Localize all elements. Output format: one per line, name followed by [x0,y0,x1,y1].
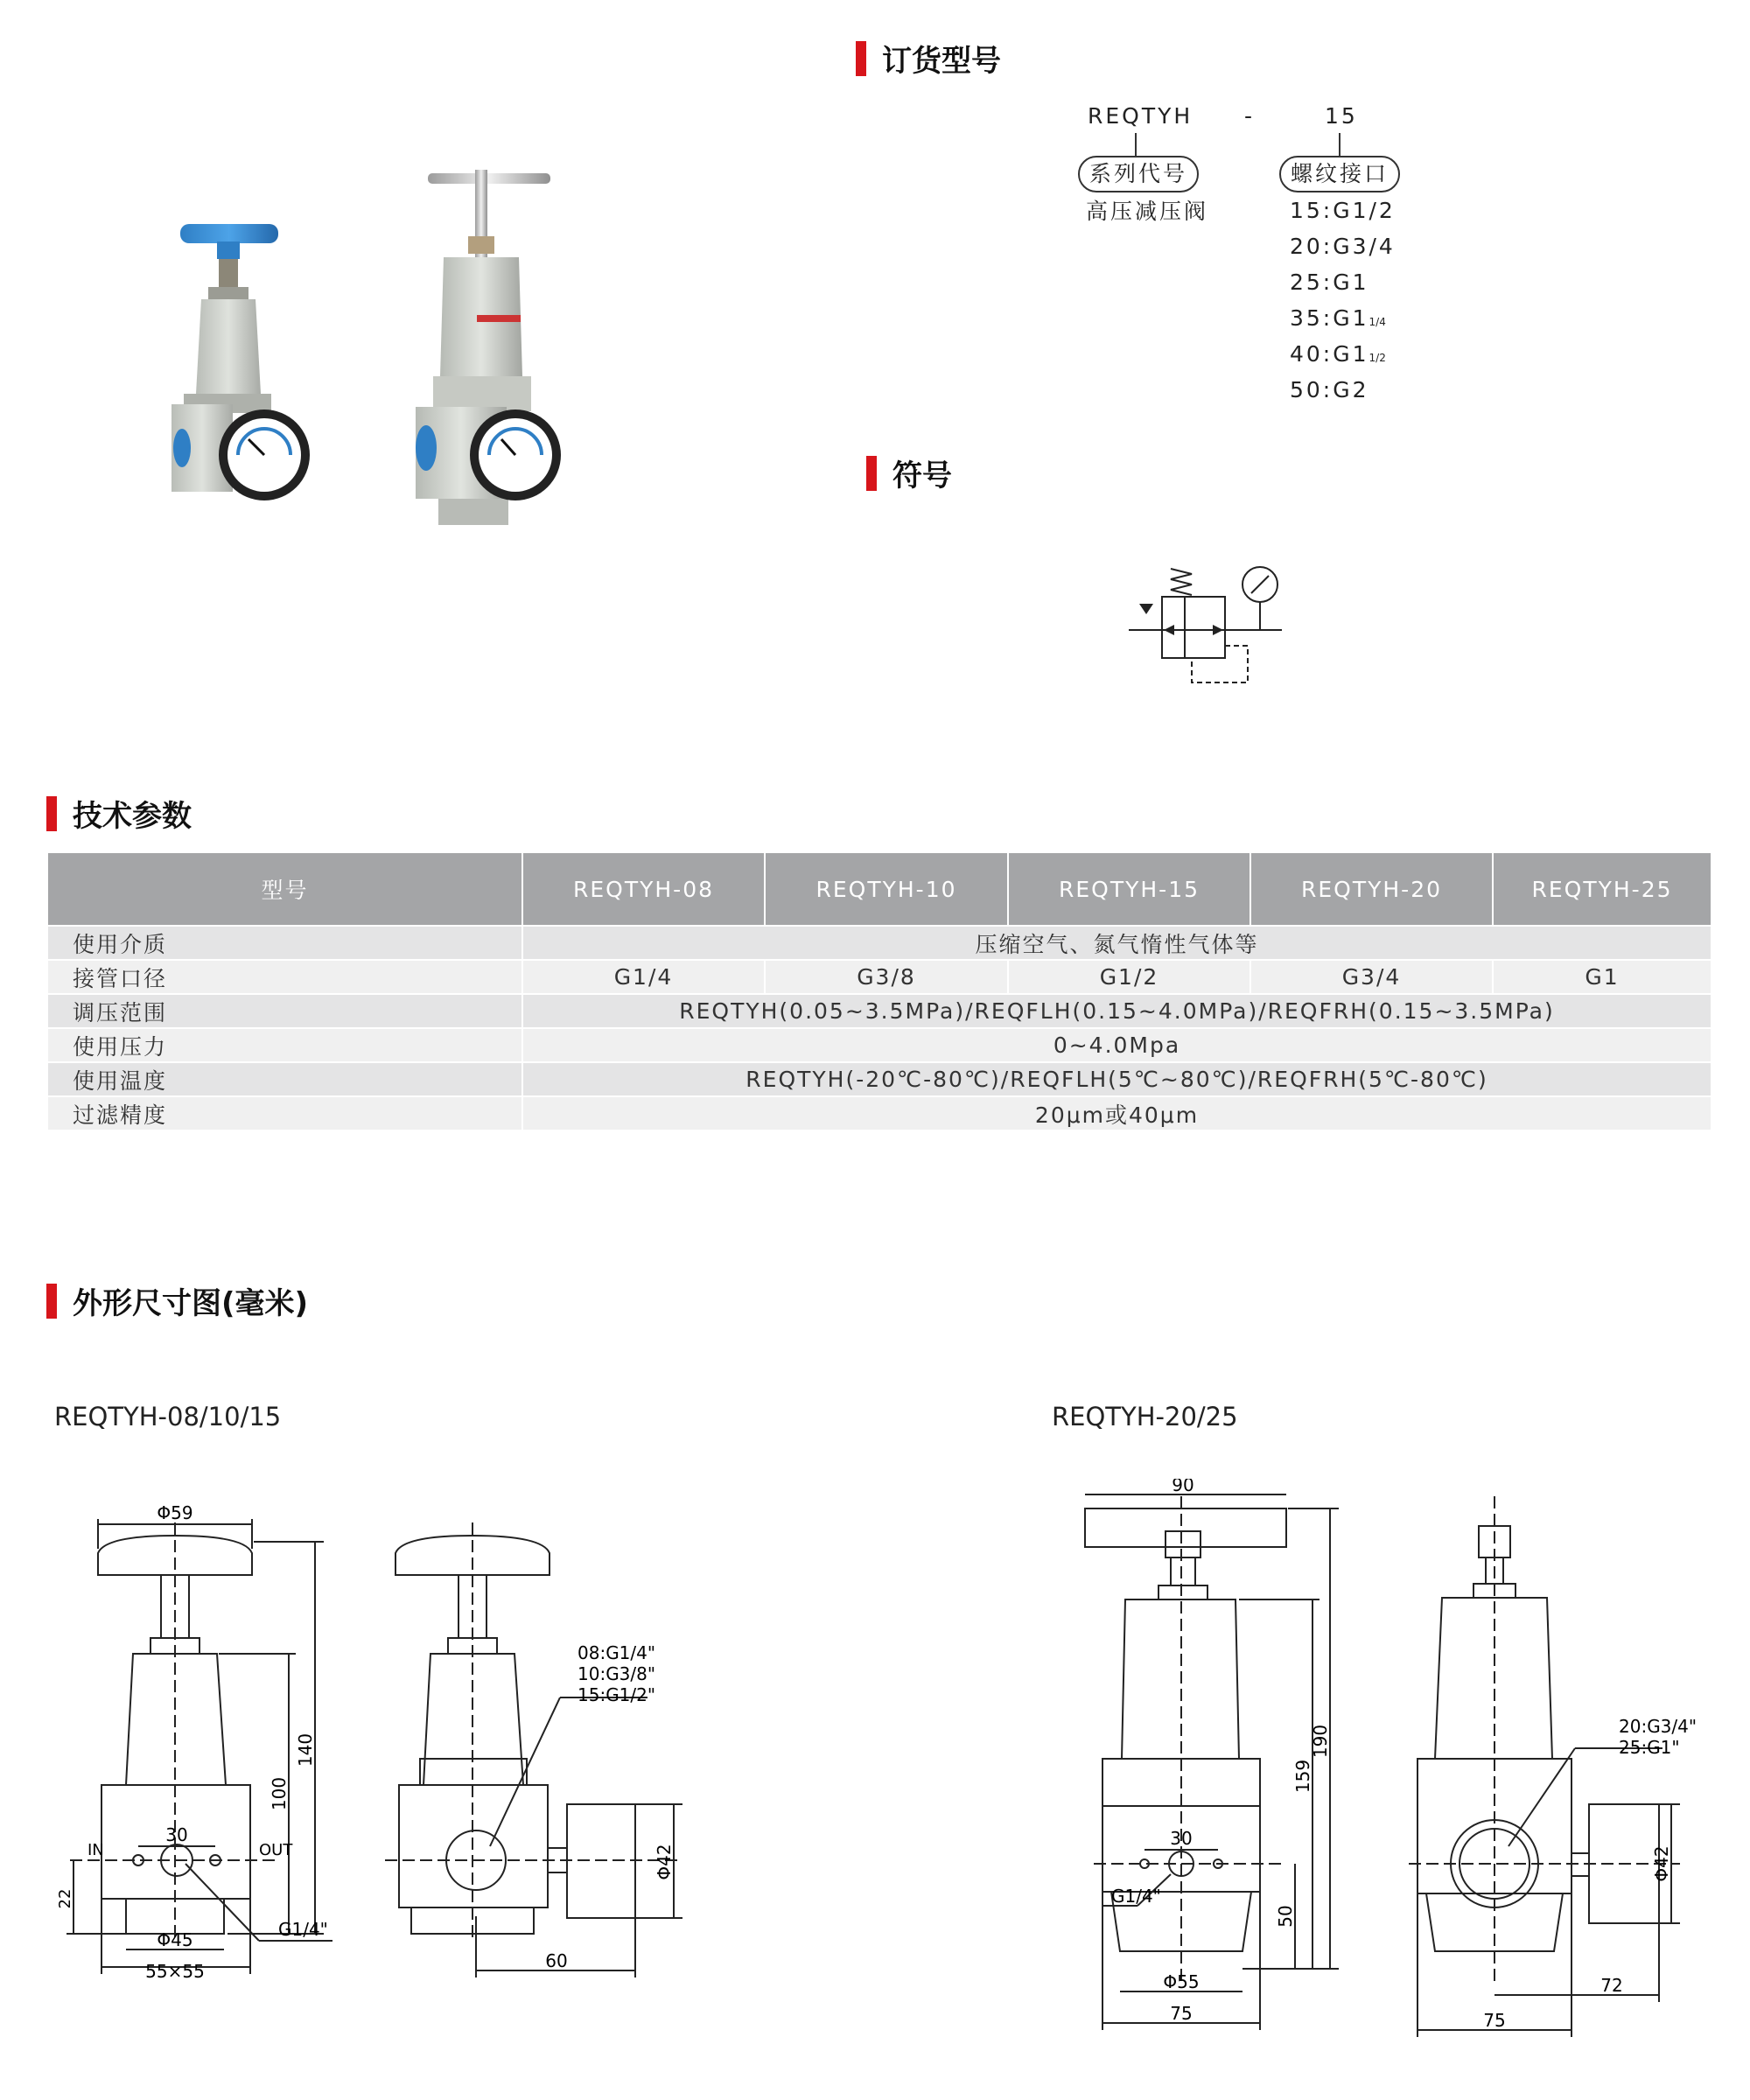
dim-label: 25:G1" [1619,1737,1680,1758]
param-label: 使用介质 [48,926,522,960]
param-value: G1 [1493,960,1711,994]
thread-list [1290,192,1396,408]
dim-label: Φ42 [654,1844,675,1880]
dim-label: IN [88,1841,104,1859]
header-model: REQTYH-25 [1493,853,1711,926]
series-description: 高压减压阀 [1086,199,1209,224]
dim-label: 75 [1483,2010,1506,2031]
table-header-row [48,853,1711,926]
param-value: G1/2 [1008,960,1250,994]
dim-label: Φ59 [157,1502,193,1523]
dim-label: 22 [56,1888,74,1909]
param-label: 调压范围 [48,994,522,1028]
param-label: 接管口径 [48,960,522,994]
left-drawing-title: REQTYH-08/10/15 [54,1402,282,1432]
thread-item: 35:G11/4 [1290,305,1386,331]
title-accent-bar [46,796,57,831]
param-value: G3/8 [765,960,1008,994]
thread-item: 50:G2 [1290,377,1369,402]
dim-label: 60 [545,1950,568,1971]
size-code: 15 [1325,103,1358,129]
ordering-section-title [856,37,1001,80]
dim-label: 55×55 [145,1961,205,1982]
series-label-pill: 系列代号 [1078,156,1199,192]
dim-label: Φ42 [1651,1845,1672,1882]
table-row [48,994,1711,1028]
title-accent-bar [46,1284,57,1319]
param-label: 使用压力 [48,1028,522,1062]
series-connector [1135,133,1137,156]
dim-label: 15:G1/2" [578,1684,656,1705]
ordering-title-text: 订货型号 [882,44,1001,79]
size-connector [1339,133,1340,156]
dim-label: 75 [1170,2003,1193,2024]
param-label: 使用温度 [48,1062,522,1096]
dim-label: Φ55 [1163,1971,1200,1992]
dim-label: 30 [1170,1828,1193,1849]
thread-item: 20:G3/4 [1290,234,1396,259]
thread-label-pill: 螺纹接口 [1279,156,1400,192]
right-drawing-title: REQTYH-20/25 [1052,1402,1238,1432]
header-model: REQTYH-10 [765,853,1008,926]
product-photo-handwheel [158,219,324,512]
dim-label: 08:G1/4" [578,1642,656,1663]
dim-label: Φ45 [157,1929,193,1950]
table-row [48,1028,1711,1062]
dim-label: 20:G3/4" [1619,1716,1698,1737]
dim-label: G1/4" [278,1919,328,1940]
dim-label: 90 [1172,1479,1194,1495]
code-dash: - [1244,103,1256,129]
param-value: 20μm或40μm [522,1096,1711,1130]
header-model: REQTYH-20 [1250,853,1493,926]
param-value: G3/4 [1250,960,1493,994]
dim-label: 10:G3/8" [578,1663,656,1684]
dim-label: 190 [1310,1724,1331,1759]
thread-item: 25:G1 [1290,270,1369,295]
table-row [48,1096,1711,1130]
symbol-title-text: 符号 [892,458,952,494]
dim-label: OUT [259,1841,293,1859]
right-dimension-drawing [1068,1479,1698,2039]
header-model: REQTYH-15 [1008,853,1250,926]
header-model: REQTYH-08 [522,853,765,926]
dim-label: 159 [1292,1759,1313,1794]
series-code: REQTYH [1088,103,1194,129]
param-value: 压缩空气、氮气惰性气体等 [522,926,1711,960]
param-value: REQTYH(-20℃-80℃)/REQFLH(5℃~80℃)/REQFRH(5℃-80℃) [522,1062,1711,1096]
dimensions-section-title [46,1279,308,1322]
table-row [48,1062,1711,1096]
dim-label: 100 [269,1776,290,1811]
specs-section-title [46,792,192,835]
thread-item: 40:G11/2 [1290,341,1386,367]
table-row [48,926,1711,960]
dim-label: 140 [295,1732,316,1768]
param-value: REQTYH(0.05~3.5MPa)/REQFLH(0.15~4.0MPa)/REQFRH(0.15~3.5MPa) [522,994,1711,1028]
specs-title-text: 技术参数 [73,799,192,834]
left-dimension-drawing [52,1488,718,1995]
dim-label: 50 [1275,1905,1296,1928]
dim-label: G1/4" [1111,1886,1161,1907]
dim-label: 72 [1600,1975,1623,1996]
param-value: G1/4 [522,960,765,994]
table-row [48,960,1711,994]
product-photo-t-handle [407,166,564,534]
spec-table [48,853,1711,1130]
param-value: 0~4.0Mpa [522,1028,1711,1062]
title-accent-bar [856,41,866,76]
dimensions-title-text: 外形尺寸图(毫米) [73,1286,309,1321]
dim-label: 30 [165,1824,188,1845]
thread-item: 15:G1/2 [1290,198,1396,223]
pneumatic-symbol [1129,560,1295,691]
header-model-label: 型号 [48,853,522,926]
title-accent-bar [866,456,877,491]
param-label: 过滤精度 [48,1096,522,1130]
symbol-section-title [866,452,952,494]
